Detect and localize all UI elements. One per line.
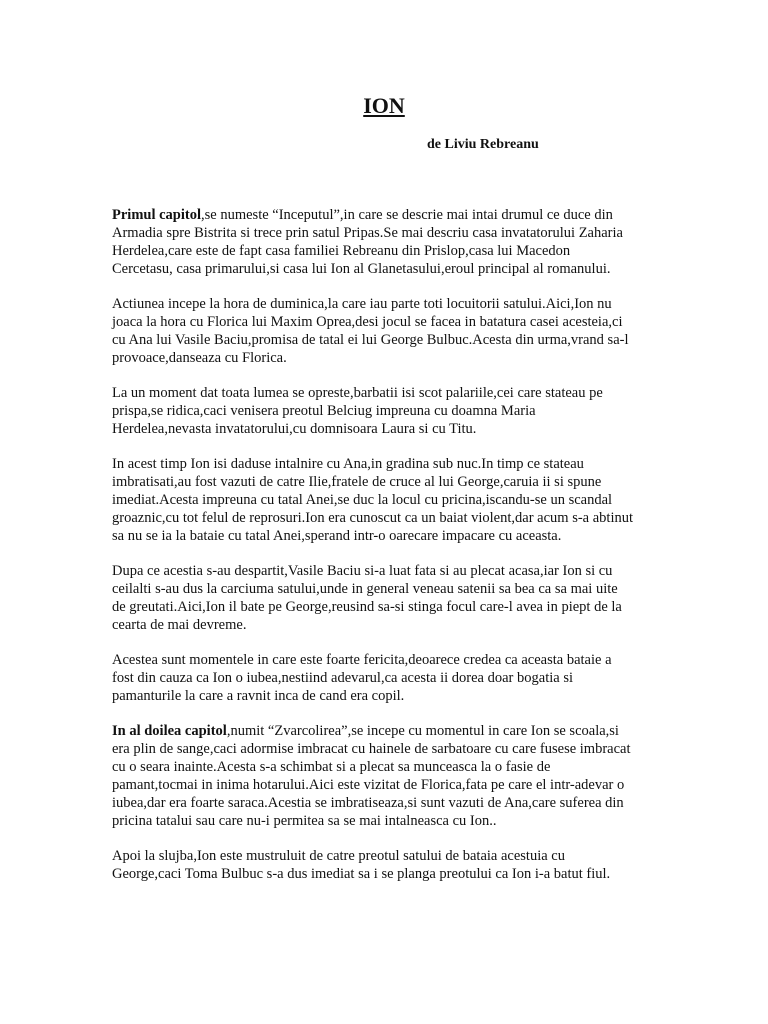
line-text: Cercetasu, casa primarului,si casa lui Ion al Glanetasului,eroul principal al romanului. — [112, 261, 611, 277]
paragraph — [112, 384, 660, 438]
line-text: de greutati.Aici,Ion il bate pe George,reusind sa-si stinga focul care-l avea in piept de la — [112, 599, 622, 615]
paragraph-line — [112, 509, 660, 527]
line-text: Herdelea,care este de fapt casa familiei Rebreanu din Prislop,casa lui Macedon — [112, 243, 571, 259]
line-text: pricina tatalui sau care nu-i permitea sa se mai intalneasca cu Ion.. — [112, 813, 497, 829]
paragraph — [112, 722, 660, 830]
document-author: de Liviu Rebreanu — [427, 137, 539, 152]
paragraph — [112, 847, 660, 883]
paragraph-line — [112, 224, 660, 242]
paragraph-line — [112, 616, 660, 634]
line-text: prispa,se ridica,caci venisera preotul Belciug impreuna cu doamna Maria — [112, 403, 536, 419]
line-text: Acestea sunt momentele in care este foarte fericita,deoarece credea ca aceasta bataie a — [112, 652, 612, 668]
line-text: Actiunea incepe la hora de duminica,la care iau parte toti locuitorii satului.Aici,Ion nu — [112, 296, 612, 312]
line-text: cearta de mai devreme. — [112, 617, 247, 633]
line-text: cu Ana lui Vasile Baciu,promisa de tatal ei lui George Bulbuc.Acesta din urma,vrand sa-l — [112, 332, 629, 348]
document-title: ION — [363, 93, 405, 118]
paragraph-line — [112, 669, 660, 687]
paragraph — [112, 651, 660, 705]
line-text: joaca la hora cu Florica lui Maxim Oprea,desi jocul se facea in batatura casei acesteia,ci — [112, 314, 623, 330]
line-text: Apoi la slujba,Ion este mustruluit de catre preotul satului de bataia acestuia cu — [112, 848, 565, 864]
paragraph-line — [112, 740, 660, 758]
paragraph-line — [112, 331, 660, 349]
paragraph-line — [112, 722, 660, 740]
paragraph-line — [112, 402, 660, 420]
line-text: pamanturile la care a ravnit inca de cand era copil. — [112, 688, 405, 704]
paragraph-line — [112, 313, 660, 331]
paragraph-line — [112, 562, 660, 580]
paragraph-line — [112, 349, 660, 367]
paragraph-line — [112, 812, 660, 830]
paragraph — [112, 295, 660, 367]
paragraph-line — [112, 598, 660, 616]
line-text: pamant,tocmai in inima hotarului.Aici este vizitat de Florica,fata pe care el intr-adevar o — [112, 777, 625, 793]
line-text: imediat.Acesta impreuna cu tatal Anei,se duc la locul cu pricina,iscandu-se un scandal — [112, 492, 613, 508]
paragraph-line — [112, 776, 660, 794]
line-text: era plin de sange,caci adormise imbracat cu hainele de sarbatoare cu care fusese imbracat — [112, 741, 631, 757]
line-text: La un moment dat toata lumea se opreste,barbatii isi scot palariile,cei care stateau pe — [112, 385, 603, 401]
paragraph-line — [112, 687, 660, 705]
line-text: Herdelea,nevasta invatatorului,cu domnisoara Laura si cu Titu. — [112, 421, 477, 437]
paragraph-line — [112, 651, 660, 669]
paragraph-line — [112, 580, 660, 598]
paragraph-line — [112, 455, 660, 473]
chapter-lead: In al doilea capitol — [112, 723, 227, 739]
line-text: imbratisati,au fost vazuti de catre Ilie,fratele de cruce al lui George,caruia ii si spune — [112, 474, 602, 490]
line-text: Armadia spre Bistrita si trece prin satul Pripas.Se mai descriu casa invatatorului Zaharia — [112, 225, 623, 241]
paragraph — [112, 206, 660, 278]
paragraph-line — [112, 295, 660, 313]
paragraph-line — [112, 206, 660, 224]
line-text: George,caci Toma Bulbuc s-a dus imediat sa i se planga preotului ca Ion i-a batut fiul. — [112, 866, 611, 882]
paragraph-line — [112, 420, 660, 438]
paragraph-line — [112, 794, 660, 812]
document-body — [112, 206, 660, 900]
line-text: ,se numeste “Inceputul”,in care se descrie mai intai drumul ce duce din — [201, 207, 613, 223]
paragraph — [112, 562, 660, 634]
line-text: Dupa ce acestia s-au despartit,Vasile Baciu si-a luat fata si au plecat acasa,iar Ion si cu — [112, 563, 613, 579]
paragraph-line — [112, 384, 660, 402]
paragraph-line — [112, 527, 660, 545]
line-text: provoace,danseaza cu Florica. — [112, 350, 287, 366]
paragraph-line — [112, 847, 660, 865]
paragraph-line — [112, 260, 660, 278]
line-text: sa nu se ia la bataie cu tatal Anei,sperand intr-o oarecare impacare cu aceasta. — [112, 528, 562, 544]
paragraph — [112, 455, 660, 545]
line-text: iubea,dar era foarte saraca.Acestia se imbratiseaza,si sunt vazuti de Ana,care suferea din — [112, 795, 624, 811]
paragraph-line — [112, 242, 660, 260]
paragraph-line — [112, 473, 660, 491]
line-text: groaznic,cu tot felul de reprosuri.Ion era cunoscut ca un baiat violent,dar acum s-a abtinut — [112, 510, 633, 526]
line-text: cu o seara inainte.Acesta s-a schimbat si a plecat sa munceasca la o fasie de — [112, 759, 551, 775]
chapter-lead: Primul capitol — [112, 207, 202, 223]
line-text: ceilalti s-au dus la carciuma satului,unde in general veneau satenii sa bea ca sa mai uite — [112, 581, 618, 597]
line-text: ,numit “Zvarcolirea”,se incepe cu momentul in care Ion se scoala,si — [226, 723, 619, 739]
paragraph-line — [112, 491, 660, 509]
line-text: In acest timp Ion isi daduse intalnire cu Ana,in gradina sub nuc.In timp ce stateau — [112, 456, 584, 472]
line-text: fost din cauza ca Ion o iubea,nestiind adevarul,ca acesta ii dorea doar bogatia si — [112, 670, 573, 686]
paragraph-line — [112, 758, 660, 776]
paragraph-line — [112, 865, 660, 883]
